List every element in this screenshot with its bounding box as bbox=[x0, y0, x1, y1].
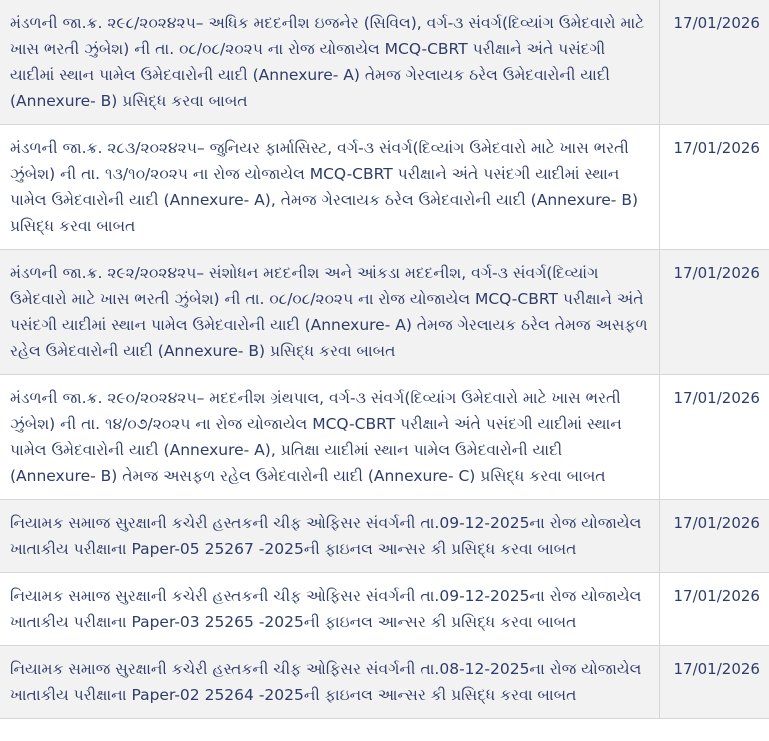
notice-date: 17/01/2026 bbox=[659, 250, 769, 375]
notice-date: 17/01/2026 bbox=[659, 500, 769, 573]
table-row bbox=[0, 0, 769, 125]
notice-date: 17/01/2026 bbox=[659, 125, 769, 250]
table-row bbox=[0, 375, 769, 500]
notice-title-cell bbox=[0, 250, 659, 375]
notice-title-cell bbox=[0, 375, 659, 500]
notice-title-link[interactable]: મંડળની જા.ક્ર. ૨૯૮/૨૦૨૪૨૫– અધિક મદદનીશ ઇજનેર (સિવિલ), વર્ગ-૩ સંવર્ગ(દિવ્યાંગ ઉમેદવારો માટે ખાસ ભરતી ઝુંબેશ) ની તા. ૦૮/૦૮/૨૦૨૫ ના રોજ યોજાયેલ MCQ-CBRT પરીક્ષાને અંતે પસંદગી યાદીમાં સ્થાન પામેલ ઉમેદવારોની યાદી (Annexure- A) તેમજ ગેરલાયક ઠરેલ ઉમેદવારોની યાદી (Annexure- B) પ્રસિદ્ધ કરવા બાબત bbox=[10, 14, 645, 110]
notice-title-cell bbox=[0, 500, 659, 573]
notice-title-cell bbox=[0, 646, 659, 719]
notice-title-link[interactable]: મંડળની જા.ક્ર. ૨૯૨/૨૦૨૪૨૫– સંશોધન મદદનીશ અને આંકડા મદદનીશ, વર્ગ-૩ સંવર્ગ(દિવ્યાંગ ઉમેદવારો માટે ખાસ ભરતી ઝુંબેશ) ની તા. ૦૮/૦૮/૨૦૨૫ ના રોજ યોજાયેલ MCQ-CBRT પરીક્ષાને અંતે પસંદગી યાદીમાં સ્થાન પામેલ ઉમેદવારોની યાદી (Annexure- A) તેમજ ગેરલાયક ઠરેલ તેમજ અસફળ રહેલ ઉમેદવારોની યાદી (Annexure- B) પ્રસિદ્ધ કરવા બાબત bbox=[10, 264, 648, 360]
table-row bbox=[0, 500, 769, 573]
notice-title-link[interactable]: નિયામક સમાજ સુરક્ષાની કચેરી હસ્તકની ચીફ ઓફિસર સંવર્ગની તા.09-12-2025ના રોજ યોજાયેલ ખાતાકીય પરીક્ષાના Paper-03 25265 -2025ની ફાઇનલ આન્સર કી પ્રસિદ્ધ કરવા બાબત bbox=[10, 587, 642, 631]
notice-title-link[interactable]: નિયામક સમાજ સુરક્ષાની કચેરી હસ્તકની ચીફ ઓફિસર સંવર્ગની તા.08-12-2025ના રોજ યોજાયેલ ખાતાકીય પરીક્ષાના Paper-02 25264 -2025ની ફાઇનલ આન્સર કી પ્રસિદ્ધ કરવા બાબત bbox=[10, 660, 642, 704]
table-row bbox=[0, 250, 769, 375]
table-row bbox=[0, 646, 769, 719]
notice-title-link[interactable]: મંડળની જા.ક્ર. ૨૮૩/૨૦૨૪૨૫– જુનિયર ફાર્માસિસ્ટ, વર્ગ-૩ સંવર્ગ(દિવ્યાંગ ઉમેદવારો માટે ખાસ ભરતી ઝુંબેશ) ની તા. ૧૩/૧૦/૨૦૨૫ ના રોજ યોજાયેલ MCQ-CBRT પરીક્ષાને અંતે પસંદગી યાદીમાં સ્થાન પામેલ ઉમેદવારોની યાદી (Annexure- A), તેમજ ગેરલાયક ઠરેલ ઉમેદવારોની યાદી (Annexure- B) પ્રસિદ્ધ કરવા બાબત bbox=[10, 139, 639, 235]
table-row bbox=[0, 573, 769, 646]
notice-date: 17/01/2026 bbox=[659, 375, 769, 500]
notice-title-cell bbox=[0, 573, 659, 646]
table-row bbox=[0, 125, 769, 250]
notice-title-cell bbox=[0, 125, 659, 250]
notice-date: 17/01/2026 bbox=[659, 0, 769, 125]
notice-date: 17/01/2026 bbox=[659, 573, 769, 646]
notice-title-cell bbox=[0, 0, 659, 125]
notice-title-link[interactable]: મંડળની જા.ક્ર. ૨૯૦/૨૦૨૪૨૫– મદદનીશ ગ્રંથપાલ, વર્ગ-૩ સંવર્ગ(દિવ્યાંગ ઉમેદવારો માટે ખાસ ભરતી ઝુંબેશ) ની તા. ૧૪/૦૭/૨૦૨૫ ના રોજ યોજાયેલ MCQ-CBRT પરીક્ષાને અંતે પસંદગી યાદીમાં સ્થાન પામેલ ઉમેદવારોની યાદી (Annexure- A), પ્રતિક્ષા યાદીમાં સ્થાન પામેલ ઉમેદવારોની યાદી (Annexure- B) તેમજ અસફળ રહેલ ઉમેદવારોની યાદી (Annexure- C) પ્રસિદ્ધ કરવા બાબત bbox=[10, 389, 622, 485]
notice-title-link[interactable]: નિયામક સમાજ સુરક્ષાની કચેરી હસ્તકની ચીફ ઓફિસર સંવર્ગની તા.09-12-2025ના રોજ યોજાયેલ ખાતાકીય પરીક્ષાના Paper-05 25267 -2025ની ફાઇનલ આન્સર કી પ્રસિદ્ધ કરવા બાબત bbox=[10, 514, 642, 558]
notice-date: 17/01/2026 bbox=[659, 646, 769, 719]
